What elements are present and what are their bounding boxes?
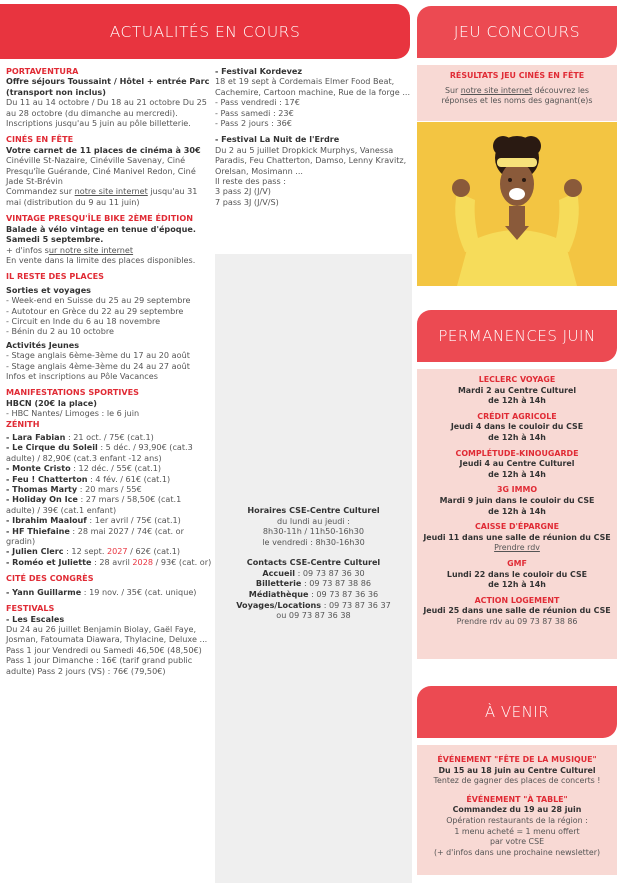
middle-column: - Festival Kordevez 18 et 19 sept à Cordemais Elmer Food Beat, Cachemire, Cartoon machine, Rue de la forge ... - Pass vendredi : 17€ - Pass samedi : 23€ - Pass 2 jours : 36€ - Festival La Nuit de l'Erdre Du 2 au 5 juillet Dropkick Murphys, Vanessa Paradis, Feu Chatterton, Damso, Lenny Kravitz, Orelsan, Mosimann ... Il reste des pass : 3 pass 2J (J/V) 7 pass 3J (J/V/S)	[215, 66, 411, 207]
section-reste: IL RESTE DES PLACES Sorties et voyages - Week-end en Suisse du 25 au 29 septembre - Autotour en Grèce du 22 au 29 septembre - Circuit en Inde du 6 au 18 novembre - Bénin du 2 au 10 octobre Activités Jeunes - Stage anglais 6ème-3ème du 17 au 20 août - Stage anglais 4ème-3ème du 24 au 27 août Infos et inscriptions au Pôle Vacances	[6, 271, 212, 381]
woman-illustration	[417, 122, 617, 286]
list-item: 7 pass 3J (J/V/S)	[215, 196, 279, 207]
section-title: FESTIVALS	[6, 603, 55, 614]
section-title: VINTAGE PRESQU'ÎLE BIKE 2ÈME ÉDITION	[6, 213, 193, 224]
list-item: - Lara Fabian : 21 oct. / 75€ (cat.1)	[6, 432, 154, 442]
a-venir-box: ÉVÉNEMENT "FÊTE DE LA MUSIQUE" Du 15 au 18 juin au Centre Culturel Tentez de gagner des places de concerts ! ÉVÉNEMENT "À TABLE" Commandez du 19 au 28 juin Opération restaurants de la région : 1 menu acheté = 1 menu offert par votre CSE (+ d'infos dans une prochaine newsletter)	[417, 745, 617, 875]
banner-actualites: ACTUALITÉS EN COURS	[0, 4, 410, 59]
list-item: - Ibrahim Maalouf : 1er avril / 75€ (cat.1)	[6, 515, 181, 526]
list-item: - Monte Cristo : 12 déc. / 55€ (cat.1)	[6, 463, 162, 474]
permanence-item: 3G IMMO Mardi 9 juin dans le couloir du CSE de 12h à 14h	[439, 485, 595, 516]
site-link[interactable]: notre site internet	[460, 85, 533, 95]
section-cines: CINÉS EN FÊTE Votre carnet de 11 places de cinéma à 30€ Cinéville St-Nazaire, Cinéville Savenay, Ciné Presqu'île Guérande, Ciné Manivel Redon, Ciné Jade St-Brévin Commandez sur notre site internet jusqu'au 31 mai (distribution du 9 au 11 juin)	[6, 134, 212, 207]
section-title: PORTAVENTURA	[6, 66, 79, 76]
list-item: - Stage anglais 4ème-3ème du 24 au 27 août	[6, 360, 190, 371]
list-item: - Week-end en Suisse du 25 au 29 septembre	[6, 295, 191, 306]
list-item: - Feu ! Chatterton : 4 fév. / 61€ (cat.1)	[6, 473, 171, 484]
section-festivals: FESTIVALS - Les Escales Du 24 au 26 juillet Benjamin Biolay, Gaël Faye, Josman, Fatoumata Diawara, Thylacine, Deluxe ... Pass 1 jour Vendredi ou Samedi 46,50€ (48,50€) Pass 1 jour Dimanche : 16€ (tarif grand public adulte) Pass 2 jours (VS) : 76€ (79,50€)	[6, 603, 212, 676]
list-item: - Pass vendredi : 17€	[215, 97, 300, 108]
section-portaventura: PORTAVENTURA Offre séjours Toussaint / Hôtel + entrée Parc (transport non inclus) Du 11 au 14 octobre / Du 18 au 21 octobre Du 25 au 28 octobre (du dimanche au mercredi). Inscriptions jusqu'au 5 juin au pôle billetterie.	[6, 66, 212, 128]
list-item: - Julien Clerc : 12 sept. 2027 / 62€ (cat.1)	[6, 546, 181, 557]
banner-permanences: PERMANENCES JUIN	[417, 310, 617, 362]
permanence-item: LECLERC VOYAGE Mardi 2 au Centre Culturel de 12h à 14h	[457, 375, 577, 406]
section-sport: MANIFESTATIONS SPORTIVES HBCN (20€ la place) - HBC Nantes/ Limoges : le 6 juin	[6, 387, 212, 418]
section-title: ZÉNITH	[6, 418, 40, 429]
section-title: CINÉS EN FÊTE	[6, 134, 74, 145]
list-item: - Pass samedi : 23€	[215, 107, 294, 118]
horaires-contacts: Horaires CSE-Centre Culturel du lundi au jeudi : 8h30-11h / 11h50-16h30 le vendredi : 8h30-16h30 Contacts CSE-Centre Culturel Accueil : 09 73 87 36 30 Billetterie : 09 73 87 38 86 Médiathèque : 09 73 87 36 36 Voyages/Locations : 09 73 87 36 37 ou 09 73 87 36 38	[236, 505, 391, 621]
list-item: - Holiday On Ice : 27 mars / 58,50€ (cat.1 adulte) / 39€ (cat.1 enfant)	[6, 494, 182, 515]
section-zenith	[6, 419, 212, 568]
list-item: - HF Thiefaine : 28 mai 2027 / 74€ (cat. or gradin)	[6, 525, 184, 547]
left-column	[6, 66, 212, 676]
rdv-link[interactable]: Prendre rdv	[494, 543, 540, 553]
photo-excited-woman	[417, 122, 617, 286]
section-vintage: VINTAGE PRESQU'ÎLE BIKE 2ÈME ÉDITION Balade à vélo vintage en tenue d'époque. Samedi 5 septembre. + d'infos sur notre site internet En vente dans la limite des places disponibles.	[6, 213, 212, 265]
jeu-concours-box: RÉSULTATS JEU CINÉS EN FÊTE Sur notre site internet découvrez les réponses et les noms des gagnant(e)s	[417, 65, 617, 121]
list-item: - Stage anglais 6ème-3ème du 17 au 20 août	[6, 350, 190, 361]
permanence-item: CAISSE D'ÉPARGNE Jeudi 11 dans une salle de réunion du CSE Prendre rdv	[423, 522, 611, 553]
permanence-item: ACTION LOGEMENT Jeudi 25 dans une salle de réunion du CSE Prendre rdv au 09 73 87 38 86	[423, 595, 611, 626]
banner-a-venir: À VENIR	[417, 686, 617, 738]
section-title: IL RESTE DES PLACES	[6, 271, 104, 282]
section-title: MANIFESTATIONS SPORTIVES	[6, 387, 140, 398]
list-item: - Thomas Marty : 20 mars / 55€	[6, 484, 142, 495]
list-item: - Bénin du 2 au 10 octobre	[6, 326, 114, 337]
list-item: - Pass 2 jours : 36€	[215, 118, 292, 129]
list-item: - Le Cirque du Soleil : 5 déc. / 93,90€ (cat.3 adulte) / 82,90€ (cat.3 enfant -12 ans)	[6, 442, 193, 463]
list-item: - Roméo et Juliette : 28 avril 2028 / 93€ (cat. or)	[6, 556, 212, 567]
section-title: CITÉ DES CONGRÈS	[6, 573, 94, 584]
permanence-item: COMPLÉTUDE-KINOUGARDE Jeudi 4 au Centre Culturel de 12h à 14h	[455, 448, 579, 479]
list-item: - Circuit en Inde du 6 au 18 novembre	[6, 315, 161, 326]
section-congres: CITÉ DES CONGRÈS - Yann Guillarme : 19 nov. / 35€ (cat. unique)	[6, 573, 212, 597]
permanence-item: CRÉDIT AGRICOLE Jeudi 4 dans le couloir du CSE de 12h à 14h	[450, 411, 584, 442]
list-item: 3 pass 2J (J/V)	[215, 186, 271, 197]
site-link[interactable]: notre site internet	[74, 186, 148, 197]
permanences-box	[417, 369, 617, 659]
list-item: - Autotour en Grèce du 22 au 29 septembre	[6, 305, 184, 316]
banner-jeu-concours: JEU CONCOURS	[417, 6, 617, 58]
site-link[interactable]: ur notre site internet	[48, 244, 134, 255]
permanence-item: GMF Lundi 22 dans le couloir du CSE de 12h à 14h	[446, 558, 588, 590]
